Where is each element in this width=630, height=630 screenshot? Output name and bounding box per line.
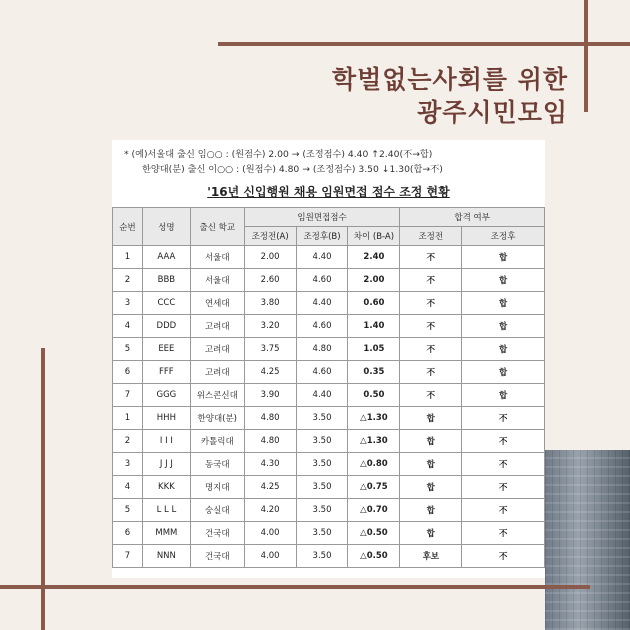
cell-diff: 2.00	[348, 269, 400, 292]
header-pass-group: 합격 여부	[400, 208, 545, 227]
cell-score-after: 3.50	[296, 499, 348, 522]
cell-pass-before: 不	[400, 361, 462, 384]
cell-school: 숭실대	[190, 499, 244, 522]
cell-name: BBB	[142, 269, 190, 292]
cell-diff: △0.75	[348, 476, 400, 499]
building-photo	[545, 450, 630, 630]
cell-pass-before: 不	[400, 315, 462, 338]
note-line-2: 한양대(분) 출신 이○○ : (원점수) 4.80 → (조정점수) 3.50 ↓1.30(합→不)	[142, 164, 443, 175]
cell-pass-before: 합	[400, 499, 462, 522]
cell-school: 서울대	[190, 246, 244, 269]
cell-school: 고려대	[190, 338, 244, 361]
header-title-line1: 학벌없는사회를 위한	[331, 65, 568, 94]
cell-name: L L L	[142, 499, 190, 522]
cell-name: NNN	[142, 545, 190, 568]
cell-pass-before: 합	[400, 407, 462, 430]
cell-pass-after: 합	[462, 338, 545, 361]
cell-score-before: 4.25	[244, 476, 296, 499]
cell-school: 위스콘신대	[190, 384, 244, 407]
table-row	[113, 499, 545, 522]
cell-score-before: 4.20	[244, 499, 296, 522]
cell-no: 6	[113, 522, 143, 545]
cell-pass-after: 不	[462, 407, 545, 430]
cell-diff: 0.60	[348, 292, 400, 315]
cell-score-before: 2.00	[244, 246, 296, 269]
cell-pass-after: 不	[462, 545, 545, 568]
cell-pass-before: 不	[400, 292, 462, 315]
cell-no: 5	[113, 338, 143, 361]
cell-score-after: 3.50	[296, 476, 348, 499]
cell-pass-after: 합	[462, 384, 545, 407]
cell-pass-after: 不	[462, 453, 545, 476]
cell-score-after: 3.50	[296, 407, 348, 430]
cell-score-after: 4.40	[296, 292, 348, 315]
cell-diff: 0.35	[348, 361, 400, 384]
header-title-line2: 광주시민모임	[417, 98, 568, 127]
cell-school: 건국대	[190, 545, 244, 568]
cell-pass-before: 합	[400, 476, 462, 499]
cell-score-after: 3.50	[296, 453, 348, 476]
cell-score-before: 4.00	[244, 545, 296, 568]
table-row	[113, 476, 545, 499]
table-row	[113, 407, 545, 430]
cell-pass-after: 합	[462, 315, 545, 338]
cell-score-before: 4.80	[244, 430, 296, 453]
cell-no: 4	[113, 476, 143, 499]
cell-pass-after: 不	[462, 476, 545, 499]
cell-school: 한양대(분)	[190, 407, 244, 430]
decor-line-top	[218, 42, 630, 46]
cell-no: 2	[113, 430, 143, 453]
table-row	[113, 545, 545, 568]
table-row	[113, 430, 545, 453]
cell-score-before: 3.90	[244, 384, 296, 407]
table-row	[113, 453, 545, 476]
cell-no: 4	[113, 315, 143, 338]
cell-pass-before: 不	[400, 384, 462, 407]
cell-no: 3	[113, 453, 143, 476]
cell-name: FFF	[142, 361, 190, 384]
header-before: 조정전(A)	[244, 227, 296, 246]
note-line-1: * (예)서울대 출신 임○○ : (원점수) 2.00 → (조정점수) 4.40 ↑2.40(不→합)	[124, 149, 433, 160]
cell-pass-after: 不	[462, 499, 545, 522]
cell-school: 카톨릭대	[190, 430, 244, 453]
cell-diff: △0.50	[348, 545, 400, 568]
header-after: 조정후(B)	[296, 227, 348, 246]
cell-pass-after: 합	[462, 361, 545, 384]
cell-score-before: 2.60	[244, 269, 296, 292]
cell-score-after: 4.40	[296, 384, 348, 407]
cell-school: 동국대	[190, 453, 244, 476]
cell-diff: 1.05	[348, 338, 400, 361]
cell-score-after: 4.60	[296, 269, 348, 292]
decor-line-right	[584, 0, 588, 112]
cell-name: AAA	[142, 246, 190, 269]
cell-school: 고려대	[190, 315, 244, 338]
table-row	[113, 315, 545, 338]
cell-pass-before: 不	[400, 269, 462, 292]
cell-no: 5	[113, 499, 143, 522]
cell-pass-after: 합	[462, 246, 545, 269]
cell-score-before: 3.75	[244, 338, 296, 361]
table-row	[113, 246, 545, 269]
cell-school: 고려대	[190, 361, 244, 384]
cell-score-after: 3.50	[296, 545, 348, 568]
header-school: 출신 학교	[190, 208, 244, 246]
cell-diff: △0.70	[348, 499, 400, 522]
header-no: 순번	[113, 208, 143, 246]
cell-score-before: 4.30	[244, 453, 296, 476]
cell-name: KKK	[142, 476, 190, 499]
cell-score-before: 3.20	[244, 315, 296, 338]
cell-no: 1	[113, 407, 143, 430]
cell-no: 6	[113, 361, 143, 384]
cell-name: I I I	[142, 430, 190, 453]
cell-school: 명지대	[190, 476, 244, 499]
header-diff: 차이 (B-A)	[348, 227, 400, 246]
cell-name: CCC	[142, 292, 190, 315]
cell-score-after: 4.40	[296, 246, 348, 269]
cell-name: HHH	[142, 407, 190, 430]
cell-name: DDD	[142, 315, 190, 338]
header-pass-after: 조정후	[462, 227, 545, 246]
cell-score-after: 3.50	[296, 430, 348, 453]
cell-score-before: 4.80	[244, 407, 296, 430]
cell-diff: 0.50	[348, 384, 400, 407]
cell-score-before: 4.00	[244, 522, 296, 545]
header-pass-before: 조정전	[400, 227, 462, 246]
cell-pass-before: 합	[400, 453, 462, 476]
header-name: 성명	[142, 208, 190, 246]
cell-pass-before: 후보	[400, 545, 462, 568]
cell-diff: △1.30	[348, 407, 400, 430]
cell-no: 7	[113, 384, 143, 407]
cell-pass-before: 不	[400, 246, 462, 269]
cell-score-after: 4.60	[296, 361, 348, 384]
cell-diff: △0.80	[348, 453, 400, 476]
cell-pass-after: 不	[462, 522, 545, 545]
table-row	[113, 361, 545, 384]
table-row	[113, 522, 545, 545]
cell-no: 7	[113, 545, 143, 568]
cell-no: 1	[113, 246, 143, 269]
cell-pass-after: 합	[462, 269, 545, 292]
cell-no: 2	[113, 269, 143, 292]
cell-name: EEE	[142, 338, 190, 361]
cell-no: 3	[113, 292, 143, 315]
table-row	[113, 338, 545, 361]
cell-school: 연세대	[190, 292, 244, 315]
cell-school: 서울대	[190, 269, 244, 292]
cell-pass-before: 합	[400, 522, 462, 545]
cell-score-after: 4.60	[296, 315, 348, 338]
cell-score-after: 4.80	[296, 338, 348, 361]
document-image	[112, 140, 545, 578]
cell-diff: △0.50	[348, 522, 400, 545]
header-score-group: 임원면접점수	[244, 208, 400, 227]
cell-diff: 1.40	[348, 315, 400, 338]
cell-diff: 2.40	[348, 246, 400, 269]
table-row	[113, 269, 545, 292]
decor-line-bottom	[0, 585, 590, 589]
table-title: '16년 신입행원 채용 임원면접 점수 조정 현황	[207, 185, 450, 199]
cell-name: GGG	[142, 384, 190, 407]
cell-school: 건국대	[190, 522, 244, 545]
cell-pass-after: 不	[462, 430, 545, 453]
table-row	[113, 292, 545, 315]
cell-score-before: 4.25	[244, 361, 296, 384]
cell-diff: △1.30	[348, 430, 400, 453]
cell-pass-before: 不	[400, 338, 462, 361]
cell-score-after: 3.50	[296, 522, 348, 545]
cell-name: MMM	[142, 522, 190, 545]
cell-pass-before: 합	[400, 430, 462, 453]
score-table	[112, 207, 545, 568]
cell-name: J J J	[142, 453, 190, 476]
cell-pass-after: 합	[462, 292, 545, 315]
cell-score-before: 3.80	[244, 292, 296, 315]
table-row	[113, 384, 545, 407]
